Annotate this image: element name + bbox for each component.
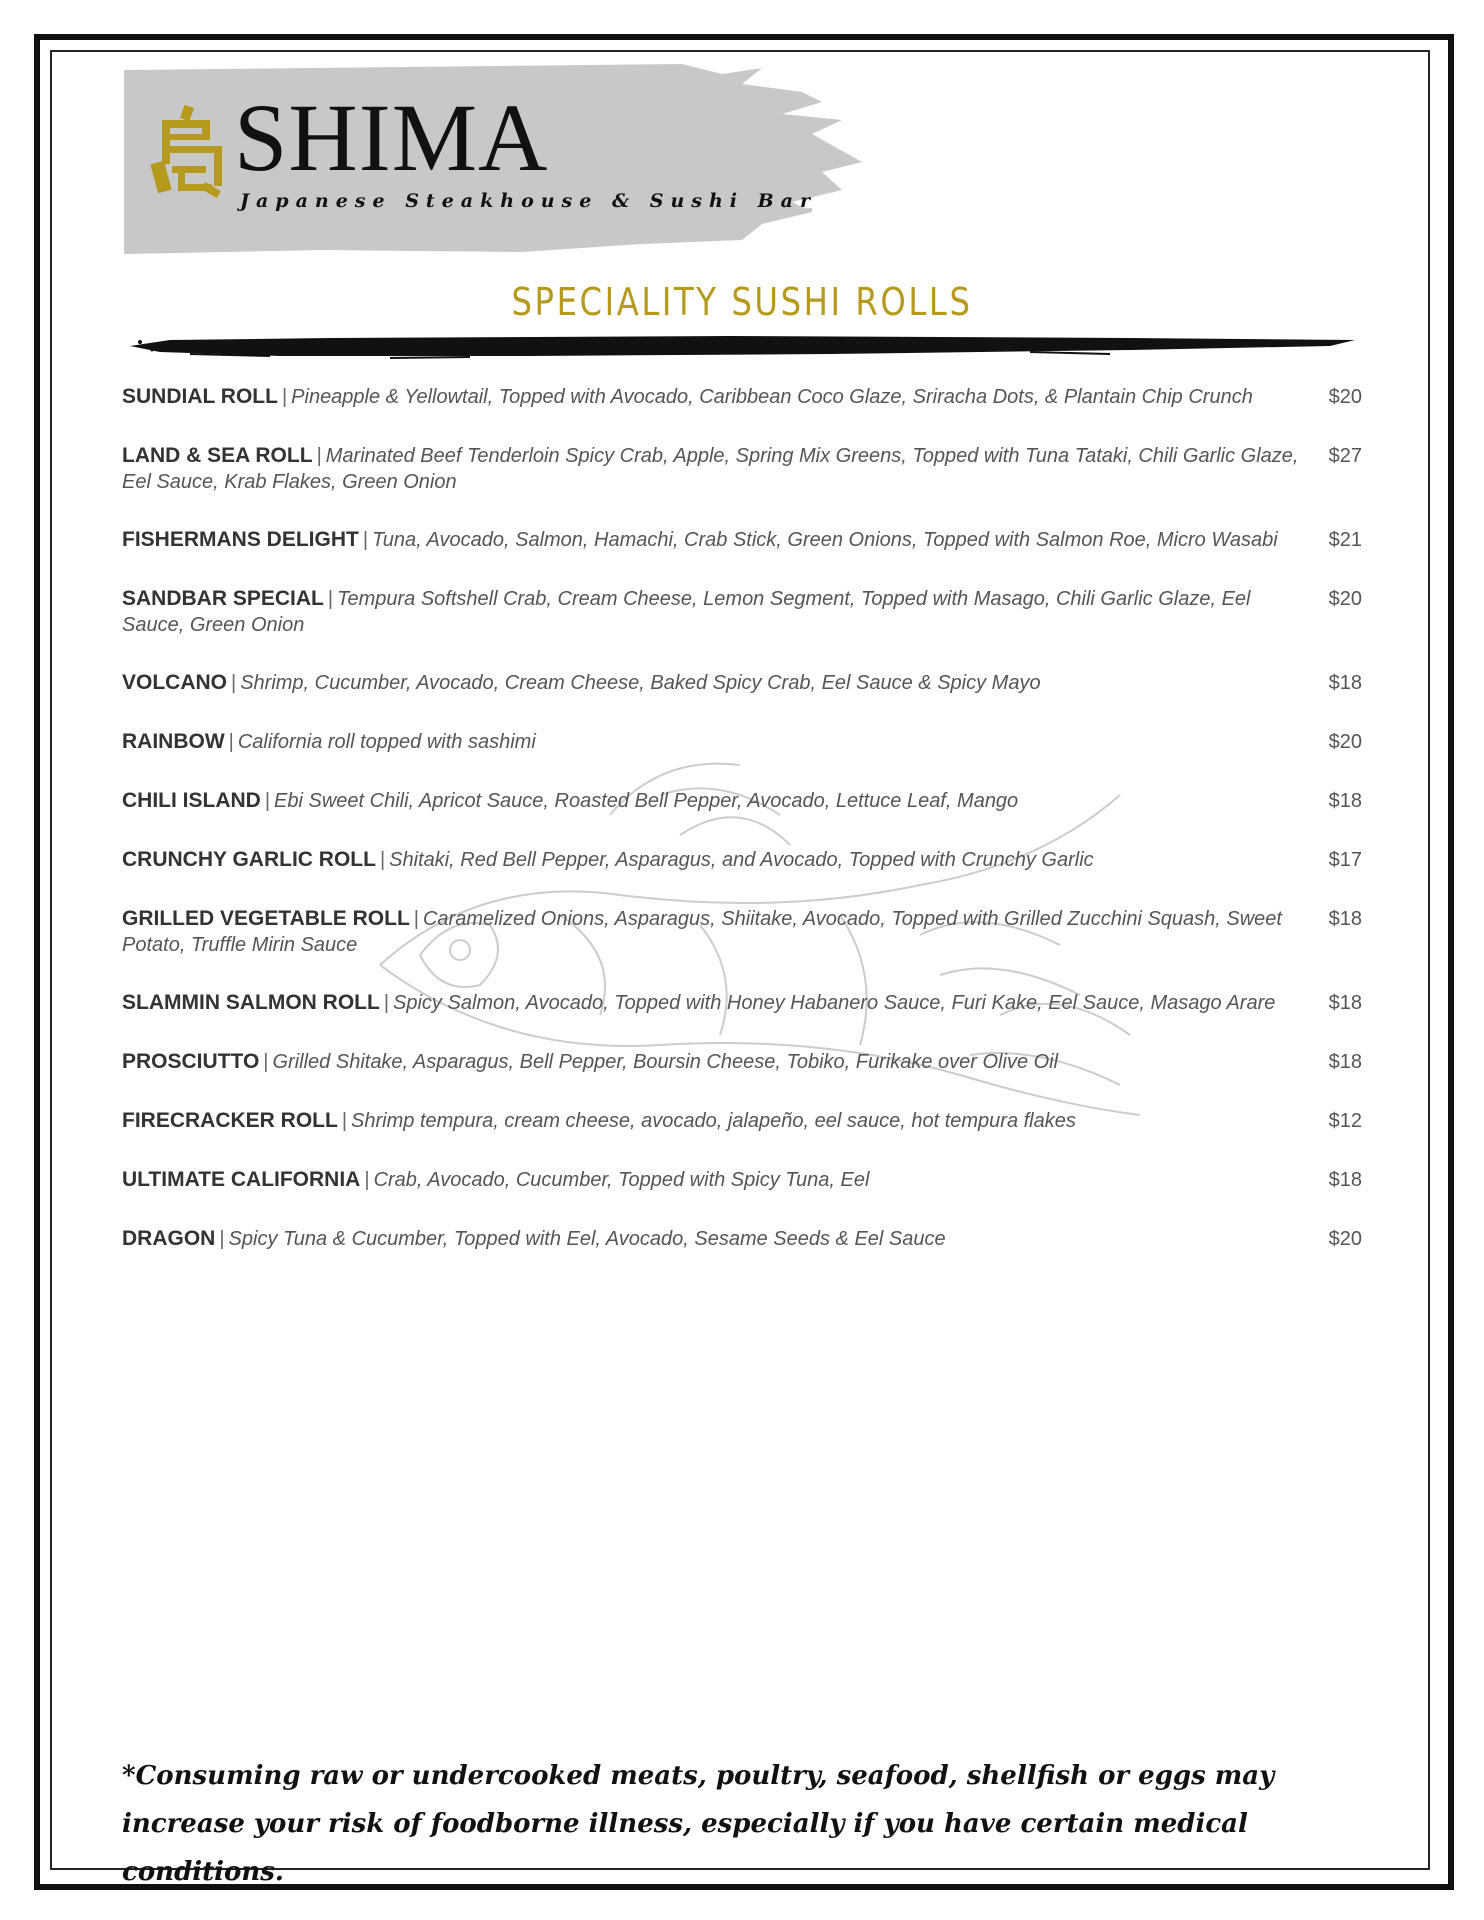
menu-item-description: Grilled Shitake, Asparagus, Bell Pepper, Boursin Cheese, Tobiko, Furikake over Olive Oil — [272, 1051, 1059, 1073]
menu-item — [122, 586, 1362, 638]
menu-item-name: SUNDIAL ROLL — [122, 385, 278, 408]
menu-item — [122, 1167, 1362, 1193]
menu-item-separator: | — [383, 992, 390, 1014]
menu-item-text — [122, 1226, 1302, 1252]
menu-item-name: GRILLED VEGETABLE ROLL — [122, 907, 410, 930]
menu-item-description: Spicy Tuna & Cucumber, Topped with Eel, Avocado, Sesame Seeds & Eel Sauce — [228, 1228, 946, 1250]
menu-item-description: Shrimp tempura, cream cheese, avocado, jalapeño, eel sauce, hot tempura flakes — [351, 1110, 1076, 1132]
menu-item-name: ULTIMATE CALIFORNIA — [122, 1168, 361, 1191]
menu-item — [122, 729, 1362, 755]
menu-item-description: Shrimp, Cucumber, Avocado, Cream Cheese, Baked Spicy Crab, Eel Sauce & Spicy Mayo — [240, 672, 1041, 694]
section-title: SPECIALITY SUSHI ROLLS — [511, 280, 973, 324]
menu-item-price: $18 — [1328, 1051, 1362, 1073]
menu-item — [122, 384, 1362, 410]
menu-item-separator: | — [281, 386, 288, 408]
menu-item-separator: | — [219, 1228, 225, 1250]
restaurant-name: SHIMA — [234, 84, 549, 191]
menu-item-name: VOLCANO — [122, 671, 227, 694]
menu-item — [122, 670, 1362, 696]
menu-item — [122, 788, 1362, 814]
menu-item-description: California roll topped with sashimi — [237, 731, 536, 753]
menu-item — [122, 1108, 1362, 1134]
menu-item-price: $20 — [1328, 1228, 1362, 1250]
menu-item-text — [122, 1108, 1302, 1134]
menu-item-text — [122, 384, 1302, 410]
menu-item-separator: | — [364, 1169, 370, 1191]
menu-item-description: Shitaki, Red Bell Pepper, Asparagus, and Avocado, Topped with Crunchy Garlic — [389, 849, 1094, 871]
menu-item-separator: | — [341, 1110, 348, 1132]
menu-item-description: Caramelized Onions, Asparagus, Shiitake, Avocado, Topped with Grilled Zucchini Squash, Sweet Potato, Truffle Mirin Sauce — [122, 908, 1282, 956]
menu-item-price: $17 — [1328, 849, 1362, 871]
menu-item-price: $18 — [1328, 672, 1362, 694]
menu-item-price: $20 — [1328, 588, 1362, 610]
menu-item — [122, 847, 1362, 873]
menu-item-separator: | — [413, 908, 419, 930]
menu-item-separator: | — [263, 1051, 269, 1073]
menu-item-name: RAINBOW — [122, 730, 225, 753]
menu-item-price: $12 — [1328, 1110, 1362, 1132]
menu-item-price: $18 — [1328, 1169, 1362, 1191]
menu-item-name: CHILI ISLAND — [122, 789, 261, 812]
menu-item-text — [122, 1049, 1302, 1075]
menu-item-name: SLAMMIN SALMON ROLL — [122, 991, 380, 1014]
menu-item — [122, 527, 1362, 553]
menu-item-price: $18 — [1328, 992, 1362, 1014]
menu-item — [122, 443, 1362, 495]
menu-item-text — [122, 729, 1302, 755]
menu-item-text — [122, 906, 1302, 958]
menu-item — [122, 1226, 1362, 1252]
menu-item-text — [122, 847, 1302, 873]
health-disclaimer: *Consuming raw or undercooked meats, poultry, seafood, shellfish or eggs may increase your risk of foodborne illness, especially if you have certain medical conditions. — [122, 1761, 1275, 1887]
menu-item-description: Crab, Avocado, Cucumber, Topped with Spicy Tuna, Eel — [373, 1169, 870, 1191]
menu-item — [122, 990, 1362, 1016]
menu-item-description: Ebi Sweet Chili, Apricot Sauce, Roasted Bell Pepper, Avocado, Lettuce Leaf, Mango — [274, 790, 1019, 812]
menu-item-name: DRAGON — [122, 1227, 216, 1250]
menu-item-name: FISHERMANS DELIGHT — [122, 528, 359, 551]
menu-item-price: $18 — [1328, 908, 1362, 930]
menu-item-text — [122, 990, 1302, 1016]
menu-item-description: Pineapple & Yellowtail, Topped with Avocado, Caribbean Coco Glaze, Sriracha Dots, & Plantain Chip Crunch — [291, 386, 1253, 408]
kanji-island-icon — [148, 104, 226, 204]
menu-item-description: Tuna, Avocado, Salmon, Hamachi, Crab Stick, Green Onions, Topped with Salmon Roe, Micro Wasabi — [372, 529, 1278, 551]
menu-item-name: FIRECRACKER ROLL — [122, 1109, 338, 1132]
menu-item — [122, 1049, 1362, 1075]
menu-item-separator: | — [228, 731, 234, 753]
menu-item-separator: | — [379, 849, 386, 871]
menu-item-price: $27 — [1328, 445, 1362, 467]
menu-item-text — [122, 1167, 1302, 1193]
menu-item-name: SANDBAR SPECIAL — [122, 587, 324, 610]
menu-item-text — [122, 788, 1302, 814]
menu-item-text — [122, 443, 1302, 495]
restaurant-logo — [122, 62, 862, 257]
menu-item-price: $20 — [1328, 731, 1362, 753]
menu-item-description: Tempura Softshell Crab, Cream Cheese, Lemon Segment, Topped with Masago, Chili Garlic Glaze, Eel Sauce, Green Onion — [122, 588, 1251, 636]
restaurant-tagline: Japanese Steakhouse & Sushi Bar — [240, 190, 817, 212]
menu-item-price: $20 — [1328, 386, 1362, 408]
brush-divider — [130, 332, 1355, 360]
menu-item — [122, 906, 1362, 958]
menu-item-text — [122, 527, 1302, 553]
menu-item-text — [122, 670, 1302, 696]
menu-item-text — [122, 586, 1302, 638]
menu-item-separator: | — [264, 790, 271, 812]
menu-item-name: PROSCIUTTO — [122, 1050, 260, 1073]
menu-item-name: LAND & SEA ROLL — [122, 444, 313, 467]
menu-item-price: $18 — [1328, 790, 1362, 812]
menu-item-description: Spicy Salmon, Avocado, Topped with Honey Habanero Sauce, Furi Kake, Eel Sauce, Masago Arare — [393, 992, 1276, 1014]
menu-list — [122, 384, 1362, 1252]
menu-item-name: CRUNCHY GARLIC ROLL — [122, 848, 376, 871]
menu-item-separator: | — [362, 529, 369, 551]
menu-item-separator: | — [327, 588, 334, 610]
menu-item-separator: | — [316, 445, 322, 467]
menu-item-separator: | — [231, 672, 237, 694]
menu-item-description: Marinated Beef Tenderloin Spicy Crab, Apple, Spring Mix Greens, Topped with Tuna Tataki, Chili Garlic Glaze, Eel Sauce, Krab Flakes, Green Onion — [122, 445, 1299, 493]
menu-item-price: $21 — [1328, 529, 1362, 551]
